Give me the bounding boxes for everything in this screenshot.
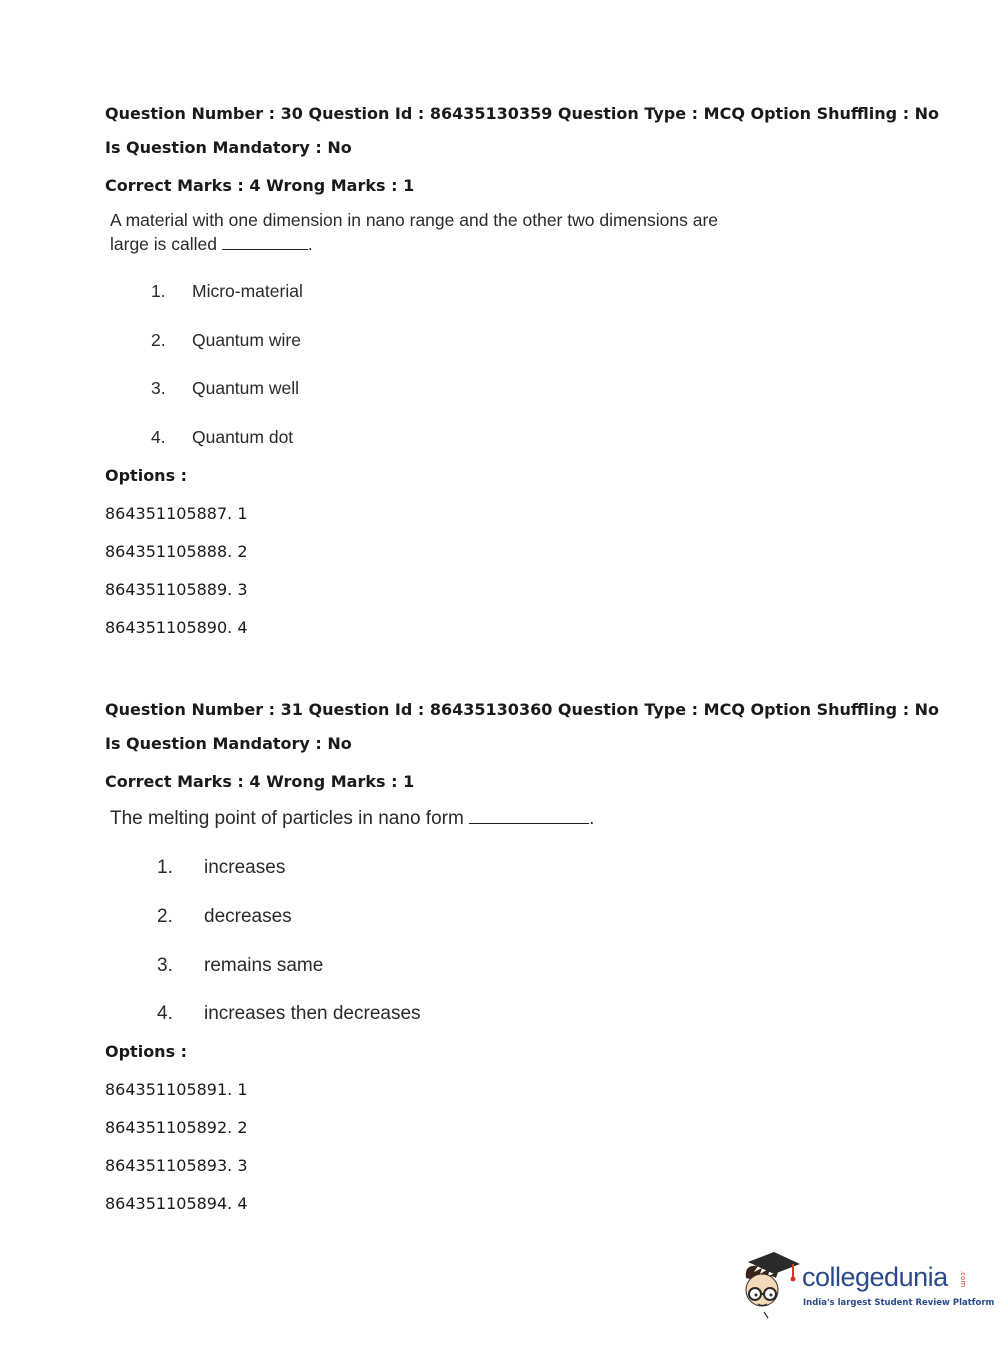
collegedunia-logo xyxy=(740,1248,995,1320)
question-header: Question Number : 30 Question Id : 86435130359 Question Type : MCQ Option Shuffling : No xyxy=(105,104,940,123)
question-text xyxy=(110,806,594,832)
mascot-icon xyxy=(740,1248,802,1320)
mandatory-line: Is Question Mandatory : No xyxy=(105,734,352,753)
options-label: Options : xyxy=(105,466,188,485)
logo-wordmark: collegedunia xyxy=(802,1262,948,1292)
marks-line: Correct Marks : 4 Wrong Marks : 1 xyxy=(105,772,415,791)
logo-tagline: India's largest Student Review Platform xyxy=(803,1298,995,1308)
option-1: 864351105887. 1 xyxy=(105,504,248,523)
marks-line: Correct Marks : 4 Wrong Marks : 1 xyxy=(105,176,415,195)
answer-blank xyxy=(222,249,308,250)
option-3: 864351105889. 3 xyxy=(105,580,248,599)
option-4: 864351105894. 4 xyxy=(105,1194,248,1213)
options-label: Options : xyxy=(105,1042,188,1061)
option-2: 864351105892. 2 xyxy=(105,1118,248,1137)
option-2: 864351105888. 2 xyxy=(105,542,248,561)
mandatory-line: Is Question Mandatory : No xyxy=(105,138,352,157)
question-header: Question Number : 31 Question Id : 86435130360 Question Type : MCQ Option Shuffling : No xyxy=(105,700,940,719)
logo-dotcom: .com xyxy=(959,1270,967,1288)
question-text xyxy=(110,208,718,256)
question-text-line2: large is called . xyxy=(110,234,313,254)
question-text-line1: The melting point of particles in nano form . xyxy=(110,808,595,829)
option-3: 864351105893. 3 xyxy=(105,1156,248,1175)
answer-blank xyxy=(469,823,589,824)
question-text-line1: A material with one dimension in nano range and the other two dimensions are xyxy=(110,210,719,230)
option-1: 864351105891. 1 xyxy=(105,1080,248,1099)
option-4: 864351105890. 4 xyxy=(105,618,248,637)
